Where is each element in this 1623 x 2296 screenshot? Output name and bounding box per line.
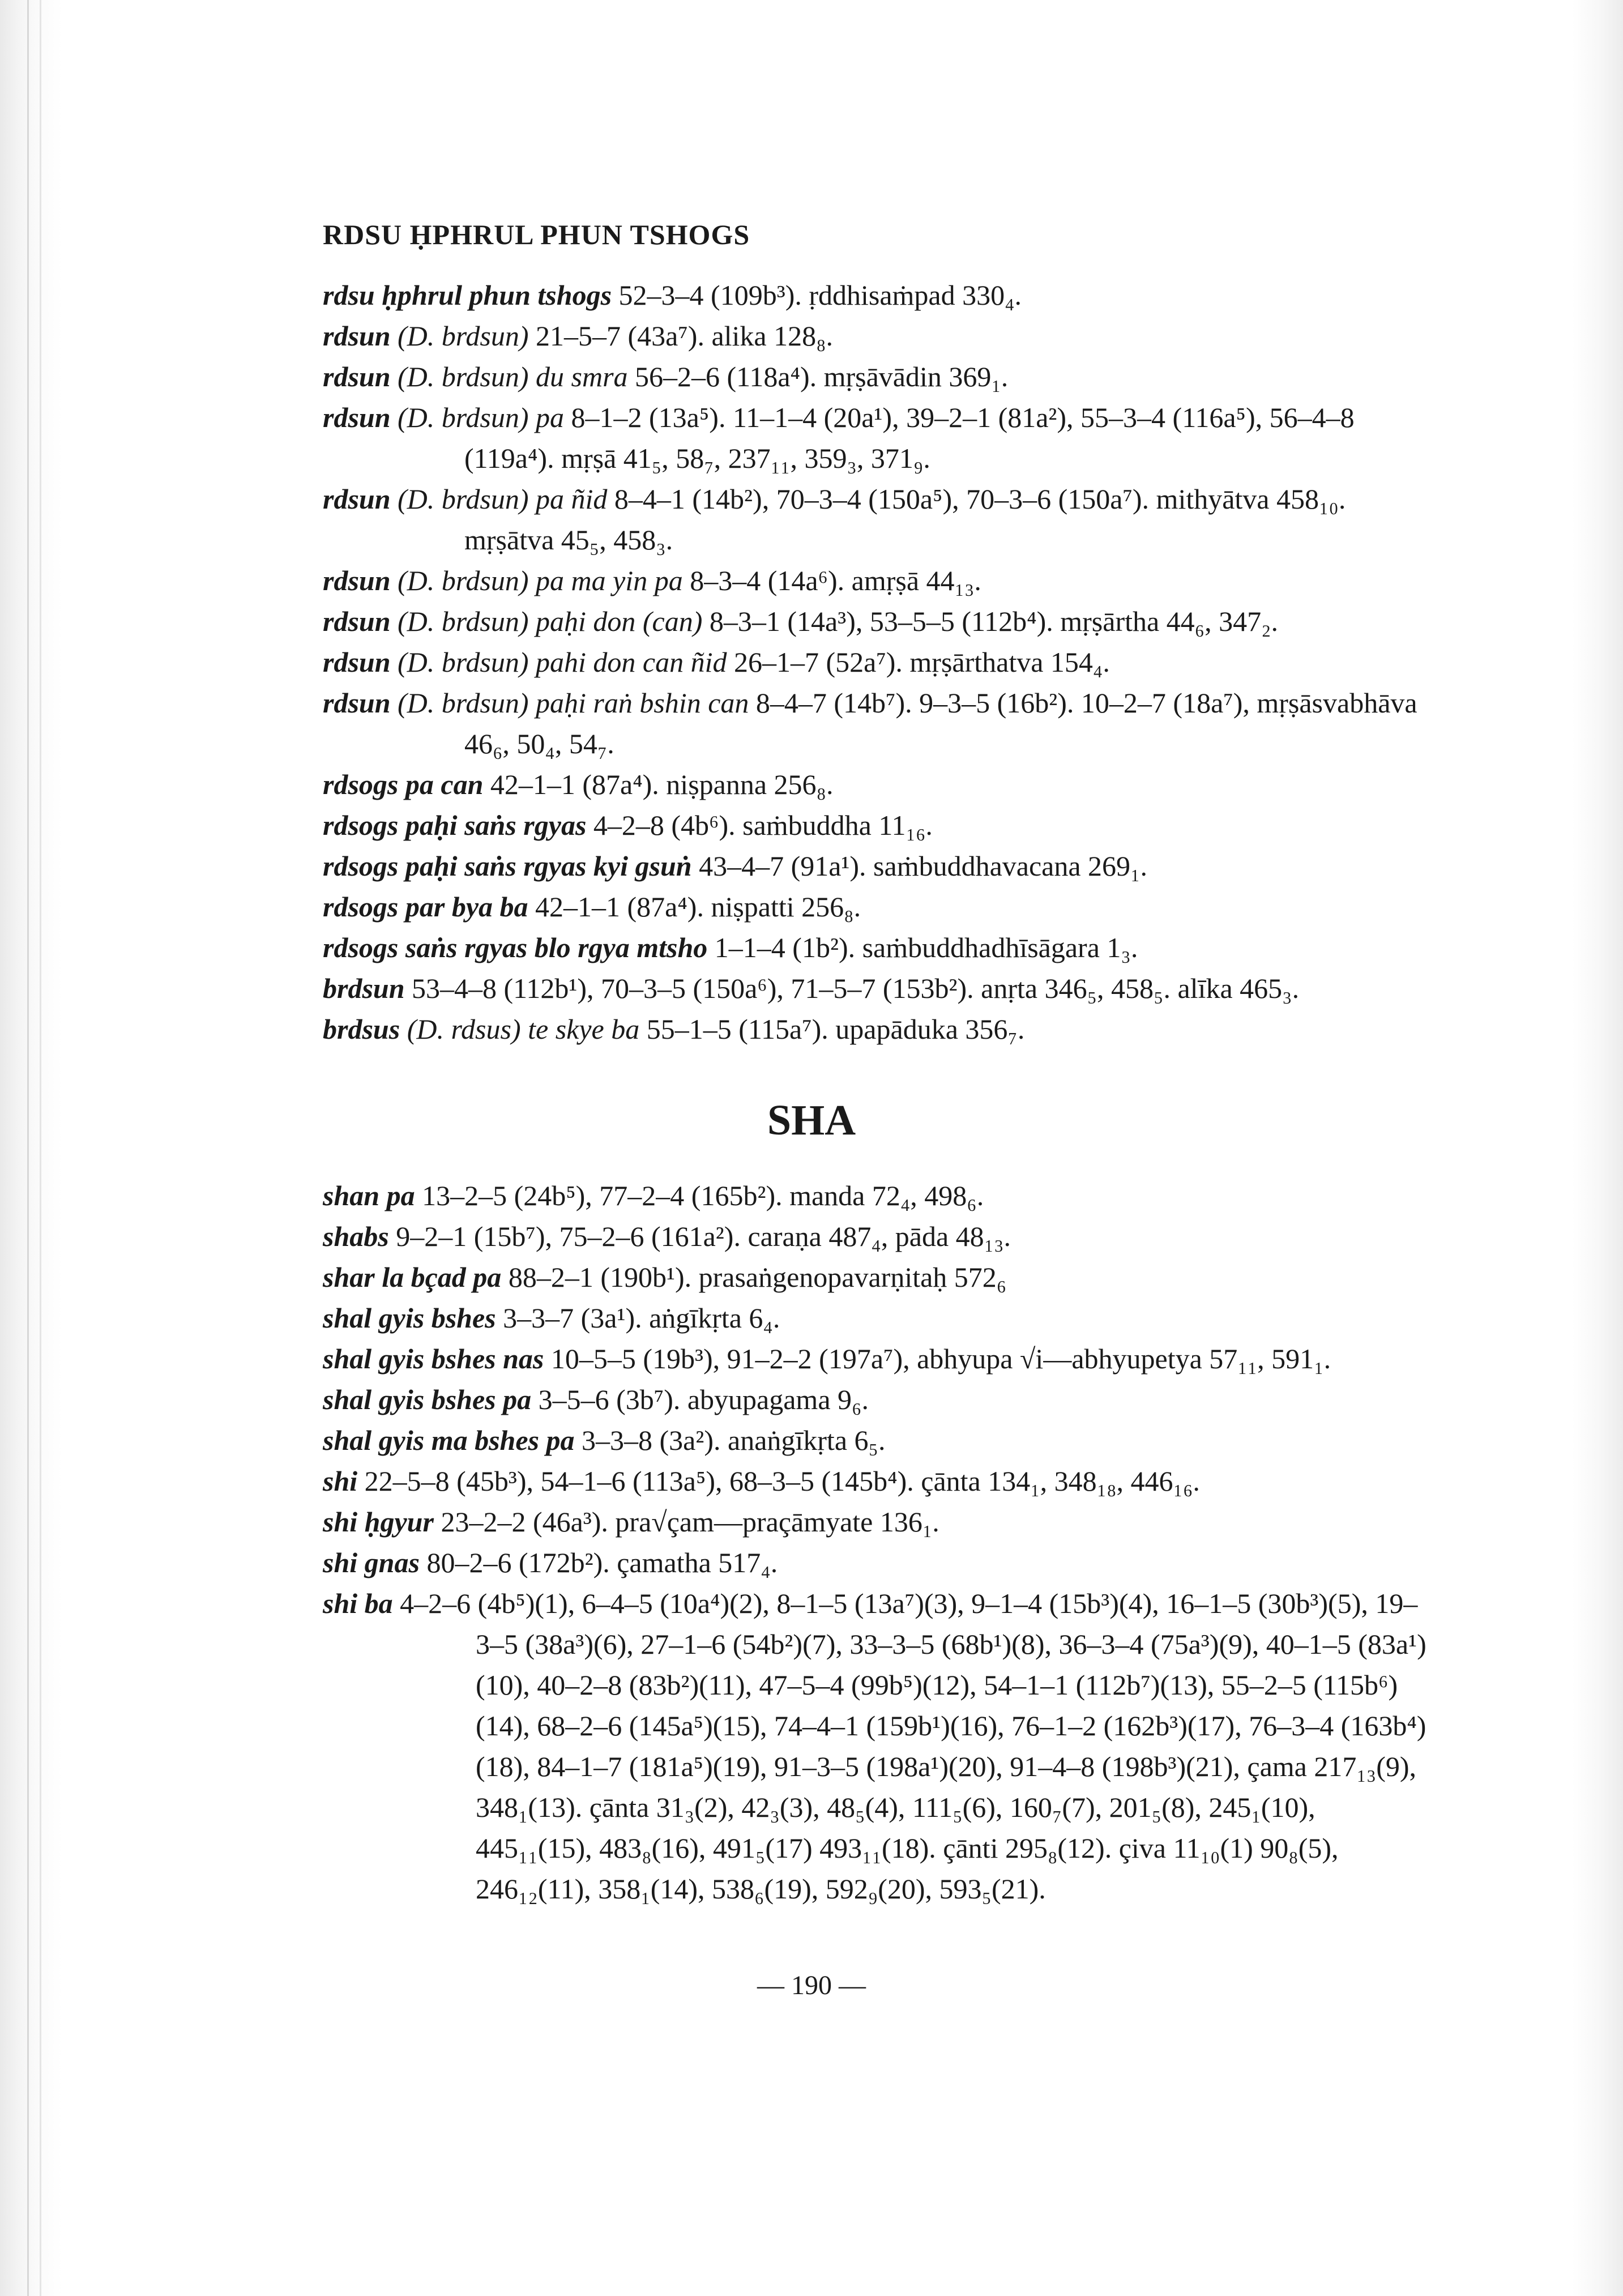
entry-references: 56–2–6 (118a⁴). mṛṣāvādin 369₁.: [635, 361, 1009, 392]
entry-references: 4–2–8 (4b⁶). saṁbuddha 11₁₆.: [593, 809, 933, 841]
dictionary-entry: [323, 275, 1433, 315]
entry-references: 23–2–2 (46a³). pra√çam—praçāmyate 136₁.: [441, 1506, 939, 1538]
dictionary-entry: [323, 397, 1433, 479]
dictionary-entry: [323, 1583, 1433, 1909]
entry-note: (D. rdsus) te skye ba: [407, 1013, 640, 1045]
dictionary-entry: [323, 1501, 1433, 1542]
entry-references: 26–1–7 (52a⁷). mṛṣārthatva 154₄.: [733, 646, 1110, 678]
dictionary-entry: [323, 560, 1433, 601]
entry-headword: rdsun: [323, 402, 391, 433]
entry-references: 1–1–4 (1b²). saṁbuddhadhīsāgara 1₃.: [714, 932, 1138, 963]
entry-headword: shal gyis ma bshes pa: [323, 1424, 575, 1456]
scan-artifact-line: [27, 0, 29, 2296]
entry-references: 80–2–6 (172b²). çamatha 517₄.: [426, 1547, 778, 1578]
entry-headword: rdsogs par bya ba: [323, 891, 528, 923]
entry-references: 10–5–5 (19b³), 91–2–2 (197a⁷), abhyupa √i—abhyupetya 57₁₁, 591₁.: [550, 1343, 1331, 1375]
entry-references: 53–4–8 (112b¹), 70–3–5 (150a⁶), 71–5–7 (153b²). anṛta 346₅, 458₅. alīka 465₃.: [412, 972, 1300, 1004]
entry-list-sha: [323, 1175, 1433, 1909]
entry-headword: rdsun: [323, 361, 391, 392]
entry-headword: rdsogs pa can: [323, 769, 484, 800]
entry-references: 3–3–7 (3a¹). aṅgīkṛta 6₄.: [503, 1302, 780, 1334]
entry-note: (D. brdsun) paḥi don (can): [398, 605, 703, 637]
entry-headword: rdsun: [323, 320, 391, 352]
entry-headword: shar la bçad pa: [323, 1261, 502, 1293]
entry-references: 8–4–7 (14b⁷). 9–3–5 (16b²). 10–2–7 (18a⁷), mṛṣāsvabhāva 46₆, 50₄, 54₇.: [464, 687, 1417, 759]
dictionary-entry: [323, 1216, 1433, 1257]
entry-references: 3–5–6 (3b⁷). abyupagama 9₆.: [538, 1384, 869, 1415]
entry-references: 88–2–1 (190b¹). prasaṅgenopavarṇitaḥ 572₆: [508, 1261, 1007, 1293]
entry-note: (D. brdsun): [398, 320, 529, 352]
dictionary-entry: [323, 764, 1433, 805]
entry-headword: shi ba: [323, 1587, 393, 1619]
entry-references: 22–5–8 (45b³), 54–1–6 (113a⁵), 68–3–5 (145b⁴). çānta 134₁, 348₁₈, 446₁₆.: [364, 1465, 1200, 1497]
entry-headword: rdsun: [323, 565, 391, 596]
dictionary-entry: [323, 1379, 1433, 1420]
dictionary-entry: [323, 886, 1433, 927]
dictionary-entry: [323, 968, 1433, 1009]
entry-references: 3–3–8 (3a²). anaṅgīkṛta 6₅.: [582, 1424, 886, 1456]
dictionary-entry: [323, 601, 1433, 642]
running-head: RDSU ḤPHRUL PHUN TSHOGS: [323, 219, 750, 250]
dictionary-entry: [323, 1298, 1433, 1338]
dictionary-entry: [323, 479, 1433, 560]
entry-references: 8–3–1 (14a³), 53–5–5 (112b⁴). mṛṣārtha 44₆, 347₂.: [709, 605, 1279, 637]
dictionary-entry: [323, 846, 1433, 886]
dictionary-entry: [323, 1257, 1433, 1298]
entry-headword: shi ḥgyur: [323, 1506, 434, 1538]
page-number: — 190 —: [757, 1970, 866, 2000]
entry-references: 43–4–7 (91a¹). saṁbuddhavacana 269₁.: [699, 850, 1147, 882]
dictionary-entry: [323, 927, 1433, 968]
entry-references: 9–2–1 (15b⁷), 75–2–6 (161a²). caraṇa 487₄, pāda 48₁₃.: [396, 1220, 1011, 1252]
entry-headword: rdsun: [323, 605, 391, 637]
entry-headword: shabs: [323, 1220, 389, 1252]
scan-artifact-line: [40, 0, 41, 2296]
dictionary-entry: [323, 642, 1433, 682]
entry-references: 8–4–1 (14b²), 70–3–4 (150a⁵), 70–3–6 (150a⁷). mithyātva 458₁₀. mṛṣātva 45₅, 458₃.: [464, 483, 1346, 556]
scan-right-edge: [1572, 0, 1623, 2296]
entry-note: (D. brdsun) pa: [398, 402, 565, 433]
entry-headword: rdsu ḥphrul phun tshogs: [323, 279, 612, 311]
entry-headword: rdsun: [323, 687, 391, 719]
entry-headword: rdsogs paḥi saṅs rgyas: [323, 809, 587, 841]
entry-headword: rdsogs saṅs rgyas blo rgya mtsho: [323, 932, 708, 963]
dictionary-entry: [323, 1338, 1433, 1379]
entry-list-rdsu: [323, 275, 1433, 1049]
entry-note: (D. brdsun) du smra: [398, 361, 628, 392]
entry-headword: brdsun: [323, 972, 405, 1004]
dictionary-entry: [323, 682, 1433, 764]
dictionary-entry: [323, 1420, 1433, 1461]
dictionary-entry: [323, 1461, 1433, 1501]
entry-headword: shal gyis bshes: [323, 1302, 496, 1334]
dictionary-entry: [323, 315, 1433, 356]
dictionary-entry: [323, 356, 1433, 397]
entry-headword: rdsun: [323, 483, 391, 515]
entry-references: 52–3–4 (109b³). ṛddhisaṁpad 330₄.: [618, 279, 1022, 311]
entry-note: (D. brdsun) pa ma yin pa: [398, 565, 683, 596]
entry-references: 4–2–6 (4b⁵)(1), 6–4–5 (10a⁴)(2), 8–1–5 (13a⁷)(3), 9–1–4 (15b³)(4), 16–1–5 (30b³)(5), 19–3–5 (38a³)(6), 27–1–6 (54b²)(7), 33–3–5 (68b¹)(8), 36–3–4 (75a³)(9), 40–1–5 (83a¹)(10), 40–2–8 (83b²)(11), 47–5–4 (99b⁵)(12), 54–1–1 (112b⁷)(13), 55–2–5 (115b⁶)(14), 68–2–6 (145a⁵)(15), 74–4–1 (159b¹)(16), 76–1–2 (162b³)(17), 76–3–4 (163b⁴)(18), 84–1–7 (181a⁵)(19), 91–3–5 (198a¹)(20), 91–4–8 (198b³)(21), çama 217₁₃(9), 348₁(13). çānta 31₃(2), 42₃(3), 48₅(4), 111₅(6), 160₇(7), 201₅(8), 245₁(10), 445₁₁(15), 483₈(16), 491₅(17) 493₁₁(18). çānti 295₈(12). çiva 11₁₀(1) 90₈(5), 246₁₂(11), 358₁(14), 538₆(19), 592₉(20), 593₅(21).: [400, 1587, 1426, 1905]
dictionary-entry: [323, 1009, 1433, 1049]
entry-references: 8–1–2 (13a⁵). 11–1–4 (20a¹), 39–2–1 (81a²), 55–3–4 (116a⁵), 56–4–8 (119a⁴). mṛṣā 41₅, 58₇, 237₁₁, 359₃, 371₉.: [464, 402, 1355, 474]
entry-note: (D. brdsun) pa ñid: [398, 483, 608, 515]
dictionary-entry: [323, 1542, 1433, 1583]
entry-headword: shan pa: [323, 1180, 415, 1211]
entry-references: 21–5–7 (43a⁷). alika 128₈.: [536, 320, 834, 352]
entry-references: 55–1–5 (115a⁷). upapāduka 356₇.: [646, 1013, 1025, 1045]
scan-left-edge: [0, 0, 62, 2296]
section-title-sha: SHA: [767, 1096, 856, 1144]
entry-references: 8–3–4 (14a⁶). amṛṣā 44₁₃.: [690, 565, 981, 596]
entry-note: (D. brdsun) pahi don can ñid: [398, 646, 727, 678]
entry-references: 13–2–5 (24b⁵), 77–2–4 (165b²). manda 72₄, 498₆.: [422, 1180, 984, 1211]
dictionary-entry: [323, 805, 1433, 846]
entry-headword: brdsus: [323, 1013, 400, 1045]
entry-headword: shal gyis bshes pa: [323, 1384, 532, 1415]
entry-headword: rdsun: [323, 646, 391, 678]
entry-note: (D. brdsun) paḥi raṅ bshin can: [398, 687, 749, 719]
entry-references: 42–1–1 (87a⁴). niṣpanna 256₈.: [490, 769, 834, 800]
entry-headword: rdsogs paḥi saṅs rgyas kyi gsuṅ: [323, 850, 692, 882]
entry-headword: shi: [323, 1465, 358, 1497]
entry-headword: shi gnas: [323, 1547, 420, 1578]
entry-headword: shal gyis bshes nas: [323, 1343, 544, 1375]
entry-references: 42–1–1 (87a⁴). niṣpatti 256₈.: [535, 891, 861, 923]
dictionary-entry: [323, 1175, 1433, 1216]
